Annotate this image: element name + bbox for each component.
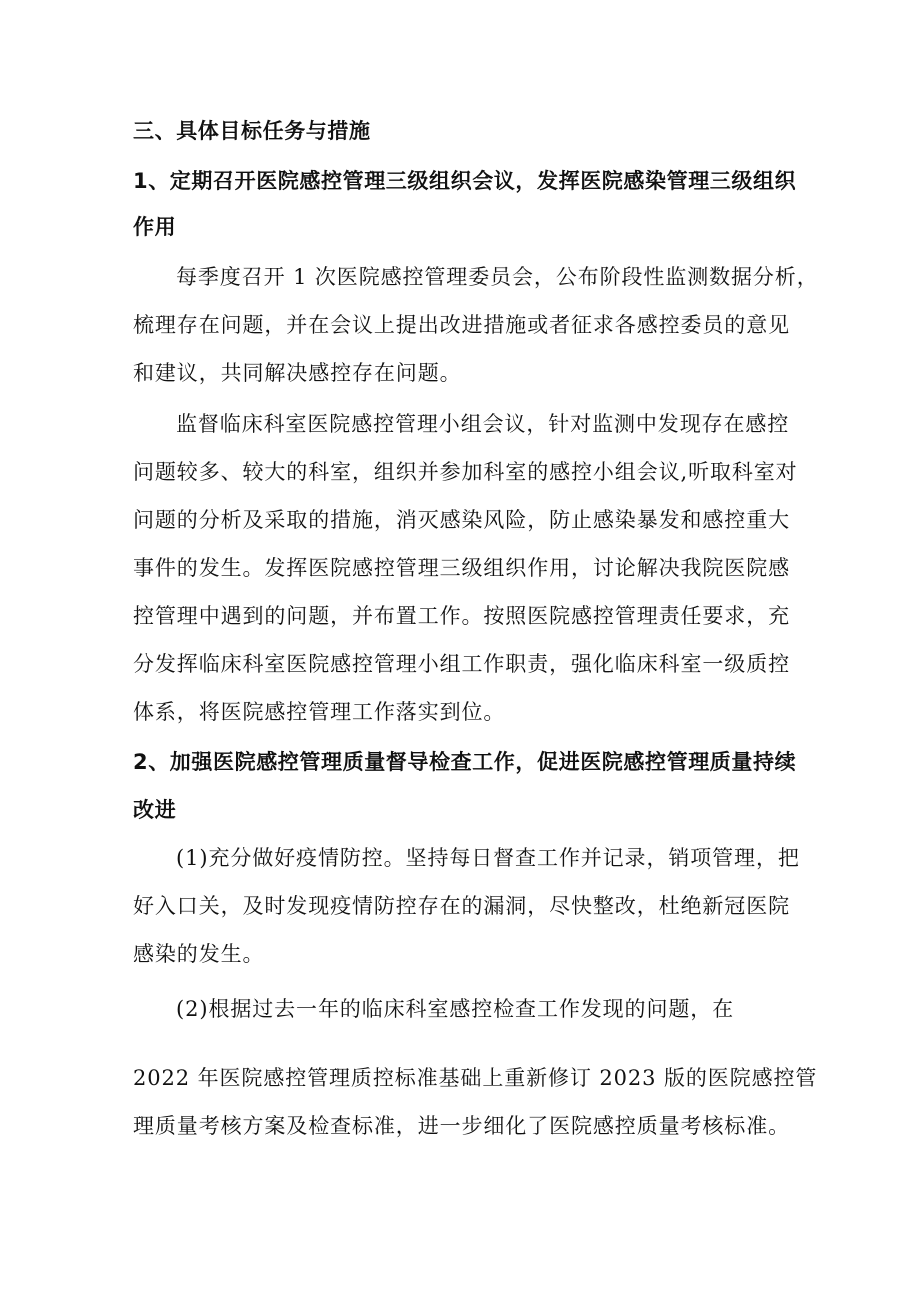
paragraph-4-line-2: 2022 年医院感控管理质控标准基础上重新修订 2023 版的医院感控管 xyxy=(133,1066,818,1090)
paragraph-2-line-1: 监督临床科室医院感控管理小组会议，针对监测中发现存在感控 xyxy=(176,412,790,436)
paragraph-1-line-1: 每季度召开 1 次医院感控管理委员会，公布阶段性监测数据分析， xyxy=(176,265,819,289)
paragraph-2-line-5: 控管理中遇到的问题，并布置工作。按照医院感控管理责任要求，充 xyxy=(133,604,790,628)
paragraph-1-line-2: 梳理存在问题，并在会议上提出改进措施或者征求各感控委员的意见 xyxy=(133,313,790,337)
subheading-2-line-1: 2、加强医院感控管理质量督导检查工作，促进医院感控管理质量持续 xyxy=(133,750,797,774)
paragraph-2-line-6: 分发挥临床科室医院感控管理小组工作职责，强化临床科室一级质控 xyxy=(133,652,790,676)
paragraph-3-line-3: 感染的发生。 xyxy=(133,942,265,966)
paragraph-3-line-1: (1)充分做好疫情防控。坚持每日督查工作并记录，销项管理，把 xyxy=(176,846,800,870)
paragraph-2-line-3: 问题的分析及采取的措施，消灭感染风险，防止感染暴发和感控重大 xyxy=(133,508,790,532)
paragraph-3-line-2: 好入口关，及时发现疫情防控存在的漏洞，尽快整改，杜绝新冠医院 xyxy=(133,894,790,918)
paragraph-2-line-7: 体系，将医院感控管理工作落实到位。 xyxy=(133,700,506,724)
paragraph-4-line-3: 理质量考核方案及检查标准，进一步细化了医院感控质量考核标准。 xyxy=(133,1114,790,1138)
section-heading: 三、具体目标任务与措施 xyxy=(133,119,371,143)
subheading-1-line-1: 1、定期召开医院感控管理三级组织会议，发挥医院感染管理三级组织 xyxy=(133,169,797,193)
subheading-1-line-2: 作用 xyxy=(133,215,177,239)
subheading-2-line-2: 改进 xyxy=(133,798,177,822)
paragraph-4-line-1: (2)根据过去一年的临床科室感控检查工作发现的问题，在 xyxy=(176,997,735,1021)
paragraph-2-line-4: 事件的发生。发挥医院感控管理三级组织作用，讨论解决我院医院感 xyxy=(133,556,790,580)
paragraph-2-line-2: 问题较多、较大的科室，组织并参加科室的感控小组会议,听取科室对 xyxy=(133,460,798,484)
paragraph-1-line-3: 和建议，共同解决感控存在问题。 xyxy=(133,361,462,385)
